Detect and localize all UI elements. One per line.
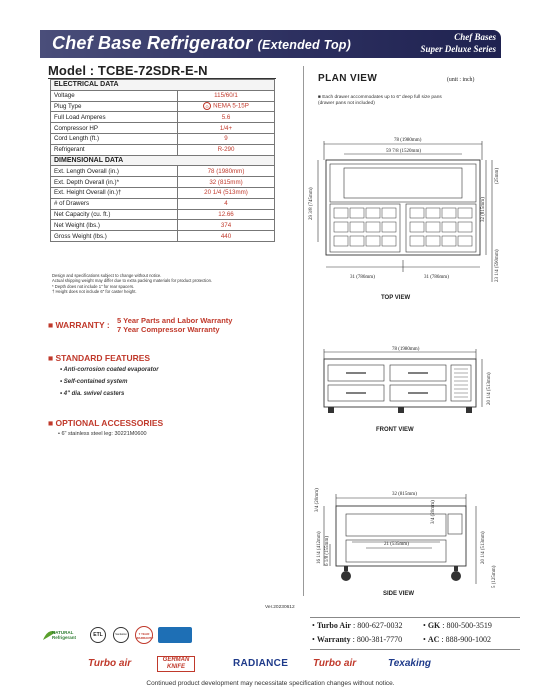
note-line: † Height does not include 6" for caster height. bbox=[52, 289, 137, 295]
dim-side-top-small: 3/4 (20mm) bbox=[431, 500, 436, 524]
spec-value: 78 (1980mm) bbox=[178, 166, 275, 177]
contact-value: 800-500-3519 bbox=[446, 621, 492, 630]
brand-radiance-logo: RADIANCE bbox=[233, 658, 289, 669]
dim-bottom-left: 31 (786mm) bbox=[350, 275, 375, 280]
series-line2: Super Deluxe Series bbox=[420, 44, 496, 54]
dim-top-small: (25mm) bbox=[495, 167, 500, 184]
dim-side-left: 16 1/4 (412mm) bbox=[317, 531, 322, 564]
contact-label: AC bbox=[427, 635, 440, 644]
dim-front-width: 78 (1980mm) bbox=[392, 347, 420, 352]
table-row bbox=[51, 187, 275, 198]
etl-text: ETL bbox=[93, 632, 103, 638]
plug-icon: ⊙ bbox=[203, 102, 211, 110]
etl-logo bbox=[90, 627, 106, 643]
standard-features-label: STANDARD FEATURES bbox=[55, 353, 151, 363]
dim-side-small: 5 (125mm) bbox=[492, 565, 497, 588]
contact-rule-bottom bbox=[310, 649, 520, 650]
contact-label: Warranty bbox=[316, 635, 351, 644]
contact-gk: • GK : 800-500-3519 bbox=[423, 621, 492, 630]
top-view-label: TOP VIEW bbox=[381, 295, 411, 301]
list-item: • Self-contained system bbox=[60, 379, 128, 385]
electrical-heading: ELECTRICAL DATA bbox=[51, 80, 275, 91]
spec-value: 32 (815mm) bbox=[178, 177, 275, 188]
note-line: Actual shipping weight may differ due to extra packing materials for product protection. bbox=[52, 278, 213, 284]
dim-side-mid: 21 (535mm) bbox=[384, 542, 409, 547]
spec-notes bbox=[52, 273, 212, 295]
title-suffix: (Extended Top) bbox=[257, 38, 351, 52]
table-row bbox=[51, 144, 275, 155]
warranty-line: 7 Year Compressor Warranty bbox=[117, 325, 220, 334]
dim-side-low: 6 1/8 (155mm) bbox=[325, 536, 330, 566]
warranty-label: WARRANTY : bbox=[55, 320, 110, 330]
brand-texaking-logo: Texaking bbox=[388, 658, 431, 669]
list-item: • 4" dia. swivel casters bbox=[60, 391, 125, 397]
natural-text: NATURAL bbox=[52, 630, 74, 635]
dim-top-inner: 59 7/8 (1520mm) bbox=[386, 149, 421, 154]
dim-front-height: 20 1/4 (513mm) bbox=[487, 372, 492, 405]
plan-unit: (unit : inch) bbox=[447, 77, 475, 83]
contact-warranty: • Warranty : 800-381-7770 bbox=[312, 635, 403, 644]
badge-text: WARRANTY bbox=[136, 636, 154, 640]
spec-label: Ext. Depth Overall (in.)* bbox=[51, 177, 178, 188]
dim-side-width: 32 (815mm) bbox=[392, 492, 417, 497]
spec-label: Net Weight (lbs.) bbox=[51, 220, 178, 231]
page-title bbox=[52, 33, 351, 54]
series-label bbox=[420, 31, 496, 55]
warranty-badge-logo bbox=[135, 626, 153, 644]
contact-value: 888-900-1002 bbox=[445, 635, 491, 644]
list-item: • 6" stainless steel leg: 30221M0600 bbox=[58, 431, 147, 437]
title-main: Chef Base Refrigerator bbox=[52, 33, 253, 53]
brand-turbo-air-logo-2: Turbo air bbox=[313, 658, 357, 669]
spec-table bbox=[50, 79, 275, 242]
model-number: Model : TCBE-72SDR-E-N bbox=[48, 63, 208, 78]
spec-value: 115/60/1 bbox=[178, 90, 275, 101]
note-line: * Depth does not include 1" for rear spacers. bbox=[52, 283, 135, 289]
plan-note-line: Each drawer accommodates up to 6" deep full size pans bbox=[322, 95, 442, 100]
spec-label: Ext. Length Overall (in.) bbox=[51, 166, 178, 177]
contact-turbo-air: • Turbo Air : 800-627-0032 bbox=[312, 621, 403, 630]
list-item: • Anti-corrosion coated evaporator bbox=[60, 367, 159, 373]
front-view-drawing bbox=[306, 345, 501, 417]
dim-top-left: 29 3/8 (745mm) bbox=[309, 187, 314, 220]
top-view-drawing bbox=[306, 132, 501, 290]
spec-label: Full Load Amperes bbox=[51, 112, 178, 123]
refrigerant-text: Refrigerant bbox=[52, 635, 77, 640]
warranty-title: ■ WARRANTY : bbox=[48, 320, 110, 330]
spec-label: # of Drawers bbox=[51, 198, 178, 209]
spec-label: Cord Length (ft.) bbox=[51, 133, 178, 144]
contact-value: 800-627-0032 bbox=[357, 621, 403, 630]
table-row bbox=[51, 166, 275, 177]
spec-value: 4 bbox=[178, 198, 275, 209]
brand-turbo-air-logo: Turbo air bbox=[88, 658, 132, 669]
spec-value bbox=[178, 101, 275, 112]
side-view-label: SIDE VIEW bbox=[383, 591, 415, 597]
contact-rule-top bbox=[310, 617, 520, 618]
contact-label: Turbo Air bbox=[316, 621, 351, 630]
contact-value: 800-381-7770 bbox=[356, 635, 403, 644]
spec-value: 9 bbox=[178, 133, 275, 144]
warranty-line: 5 Year Parts and Labor Warranty bbox=[117, 316, 233, 325]
spec-value: 374 bbox=[178, 220, 275, 231]
spec-label: Net Capacity (cu. ft.) bbox=[51, 209, 178, 220]
table-row bbox=[51, 177, 275, 188]
table-row bbox=[51, 112, 275, 123]
plan-note: ■ Each drawer accommodates up to 6" deep full size pans (drawer pans not included) bbox=[318, 95, 442, 106]
contact-label: GK bbox=[427, 621, 441, 630]
spec-label: Ext. Height Overall (in.)† bbox=[51, 187, 178, 198]
spec-value: 1/4+ bbox=[178, 123, 275, 134]
spec-label: Compressor HP bbox=[51, 123, 178, 134]
column-divider bbox=[303, 66, 304, 596]
feature-text: Self-contained system bbox=[63, 379, 128, 385]
standard-features-title: ■ STANDARD FEATURES bbox=[48, 353, 151, 363]
dim-bottom-right: 31 (786mm) bbox=[424, 275, 449, 280]
note-line: Design and specifications subject to change without notice. bbox=[52, 273, 162, 278]
dim-side-top: 3/4 (20mm) bbox=[315, 488, 320, 512]
spec-label: Plug Type bbox=[51, 101, 178, 112]
spec-label: Gross Weight (lbs.) bbox=[51, 231, 178, 242]
feature-text: 4" dia. swivel casters bbox=[63, 391, 125, 397]
plug-type-value: NEMA 5-15P bbox=[213, 103, 249, 111]
version: Ver.20230612 bbox=[265, 605, 295, 610]
table-row bbox=[51, 123, 275, 134]
side-view-drawing bbox=[306, 484, 501, 592]
feature-text: Anti-corrosion coated evaporator bbox=[63, 367, 159, 373]
optional-accessories-label: OPTIONAL ACCESSORIES bbox=[55, 418, 164, 428]
table-row bbox=[51, 209, 275, 220]
spec-label: Voltage bbox=[51, 90, 178, 101]
front-view-label: FRONT VIEW bbox=[376, 427, 414, 433]
table-row bbox=[51, 90, 275, 101]
spec-value: R-290 bbox=[178, 144, 275, 155]
spec-value: 12.66 bbox=[178, 209, 275, 220]
brand-german-knife-logo: GERMAN KNIFE bbox=[157, 656, 195, 672]
warranty-values bbox=[117, 316, 232, 334]
contact-ac: • AC : 888-900-1002 bbox=[423, 635, 491, 644]
table-row bbox=[51, 101, 275, 112]
natural-refrigerant-logo bbox=[40, 626, 82, 646]
plan-note-line: (drawer pans not included) bbox=[318, 101, 375, 106]
footer-disclaimer: Continued product development may necessitate specification changes without notice. bbox=[146, 680, 395, 687]
sanitation-logo bbox=[113, 627, 129, 643]
smart-logo bbox=[158, 627, 192, 643]
series-line1: Chef Bases bbox=[454, 32, 496, 42]
optional-accessories-title: ■ OPTIONAL ACCESSORIES bbox=[48, 418, 164, 428]
badge-year: 7 YEAR bbox=[138, 632, 150, 636]
spec-label: Refrigerant bbox=[51, 144, 178, 155]
dimensional-heading: DIMENSIONAL DATA bbox=[51, 155, 275, 166]
sanitation-text: Sanitation bbox=[115, 633, 127, 636]
accessory-text: 6" stainless steel leg: 30221M0600 bbox=[61, 431, 147, 437]
table-row bbox=[51, 198, 275, 209]
dim-top-tall: 23 1/4 (590mm) bbox=[495, 249, 500, 282]
dim-top-width: 78 (1980mm) bbox=[394, 138, 422, 143]
table-row bbox=[51, 220, 275, 231]
spec-value: 20 1/4 (513mm) bbox=[178, 187, 275, 198]
plan-view-title: PLAN VIEW bbox=[318, 73, 378, 84]
table-row bbox=[51, 231, 275, 242]
spec-value: 440 bbox=[178, 231, 275, 242]
spec-value: 5.6 bbox=[178, 112, 275, 123]
table-row bbox=[51, 133, 275, 144]
dim-side-right: 20 1/4 (513mm) bbox=[481, 531, 486, 564]
dim-top-right: 32 (815mm) bbox=[481, 197, 486, 222]
